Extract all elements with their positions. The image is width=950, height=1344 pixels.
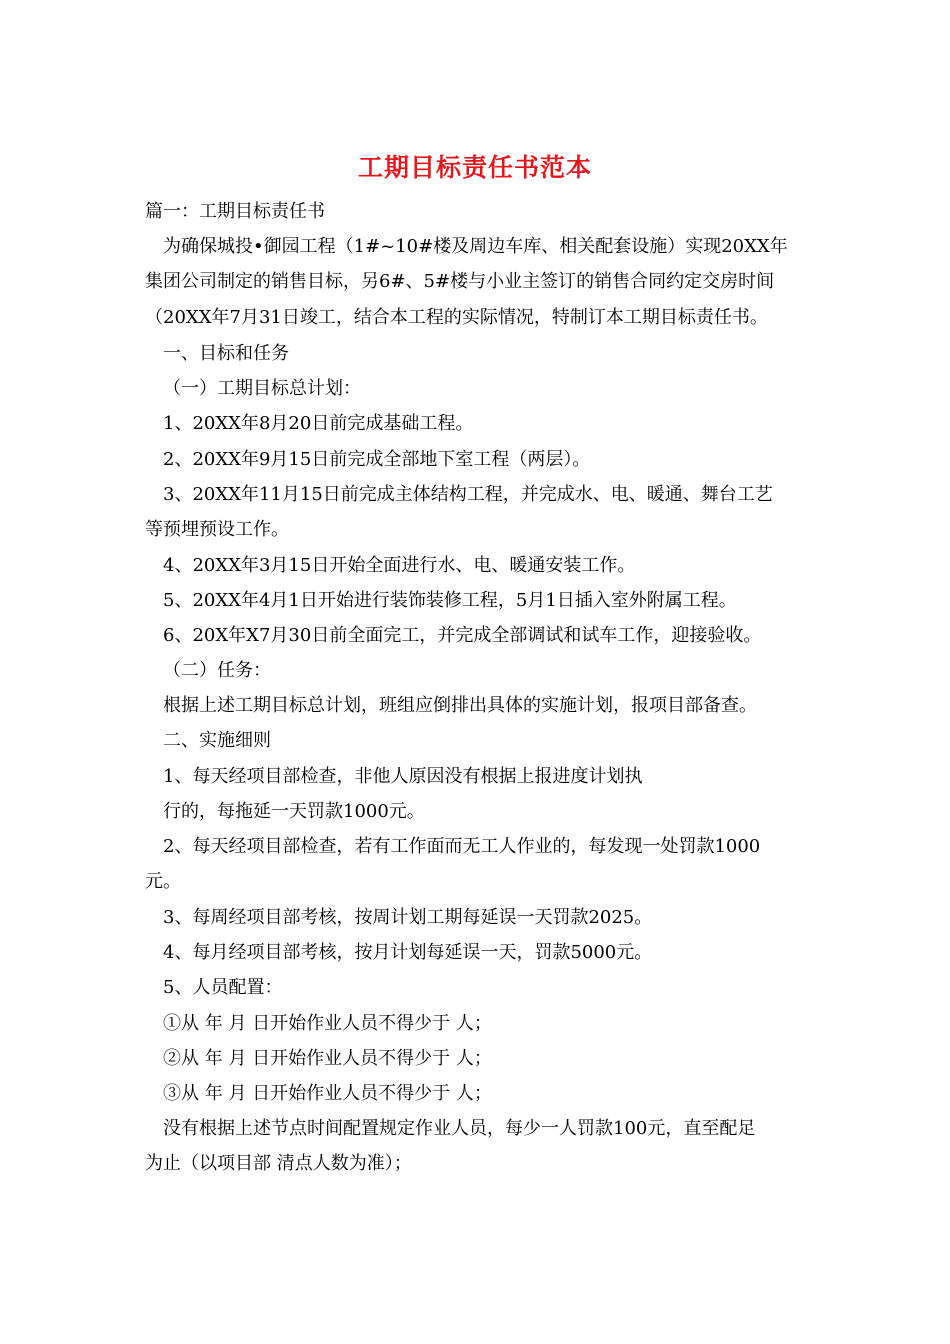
- paragraph-line: （20XX年7月31日竣工，结合本工程的实际情况，特制订本工期目标责任书。: [145, 307, 768, 328]
- paragraph-line: 没有根据上述节点时间配置规定作业人员，每少一人罚款100元，直至配足: [163, 1118, 756, 1139]
- list-item: 3、每周经项目部考核，按周计划工期每延误一天罚款2025。: [163, 907, 653, 928]
- list-item: 4、每月经项目部考核，按月计划每延误一天，罚款5000元。: [163, 942, 653, 963]
- section-heading-goals: 一、目标和任务: [163, 343, 289, 364]
- list-item-continuation: 元。: [145, 871, 181, 892]
- subsection-heading-tasks: （二）任务：: [163, 660, 271, 681]
- staffing-item: ③从 年 月 日开始作业人员不得少于 人；: [163, 1083, 492, 1104]
- paragraph-line: 为止（以项目部 清点人数为准）；: [145, 1153, 412, 1174]
- paragraph-line: 根据上述工期目标总计划，班组应倒排出具体的实施计划，报项目部备查。: [163, 695, 757, 716]
- list-item: 2、20XX年9月15日前完成全部地下室工程（两层）。: [163, 449, 591, 470]
- list-item: 2、每天经项目部检查，若有工作面而无工人作业的，每发现一处罚款1000: [163, 836, 761, 857]
- section-heading-rules: 二、实施细则: [163, 730, 271, 751]
- list-item: 3、20XX年11月15日前完成主体结构工程，并完成水、电、暖通、舞台工艺: [163, 484, 773, 505]
- list-item: 4、20XX年3月15日开始全面进行水、电、暖通安装工作。: [163, 555, 636, 576]
- list-item-continuation: 等预埋预设工作。: [145, 519, 289, 540]
- section-heading-part-one: 篇一：工期目标责任书: [145, 201, 325, 222]
- subsection-heading-schedule: （一）工期目标总计划：: [163, 378, 361, 399]
- staffing-item: ②从 年 月 日开始作业人员不得少于 人；: [163, 1048, 492, 1069]
- list-item: 6、20X年X7月30日前全面完工，并完成全部调试和试车工作，迎接验收。: [163, 625, 762, 646]
- list-item-continuation: 行的，每拖延一天罚款1000元。: [163, 801, 425, 822]
- staffing-item: ①从 年 月 日开始作业人员不得少于 人；: [163, 1013, 492, 1034]
- list-item: 1、每天经项目部检查，非他人原因没有根据上报进度计划执: [163, 766, 643, 787]
- paragraph-line: 集团公司制定的销售目标，另6#、5#楼与小业主签订的销售合同约定交房时间: [145, 271, 775, 292]
- list-item: 5、人员配置：: [163, 977, 283, 998]
- document-title: 工期目标责任书范本: [357, 153, 592, 182]
- list-item: 1、20XX年8月20日前完成基础工程。: [163, 413, 474, 434]
- paragraph-line: 为确保城投•御园工程（1#~10#楼及周边车库、相关配套设施）实现20XX年: [163, 236, 788, 257]
- list-item: 5、20XX年4月1日开始进行装饰装修工程，5月1日插入室外附属工程。: [163, 590, 737, 611]
